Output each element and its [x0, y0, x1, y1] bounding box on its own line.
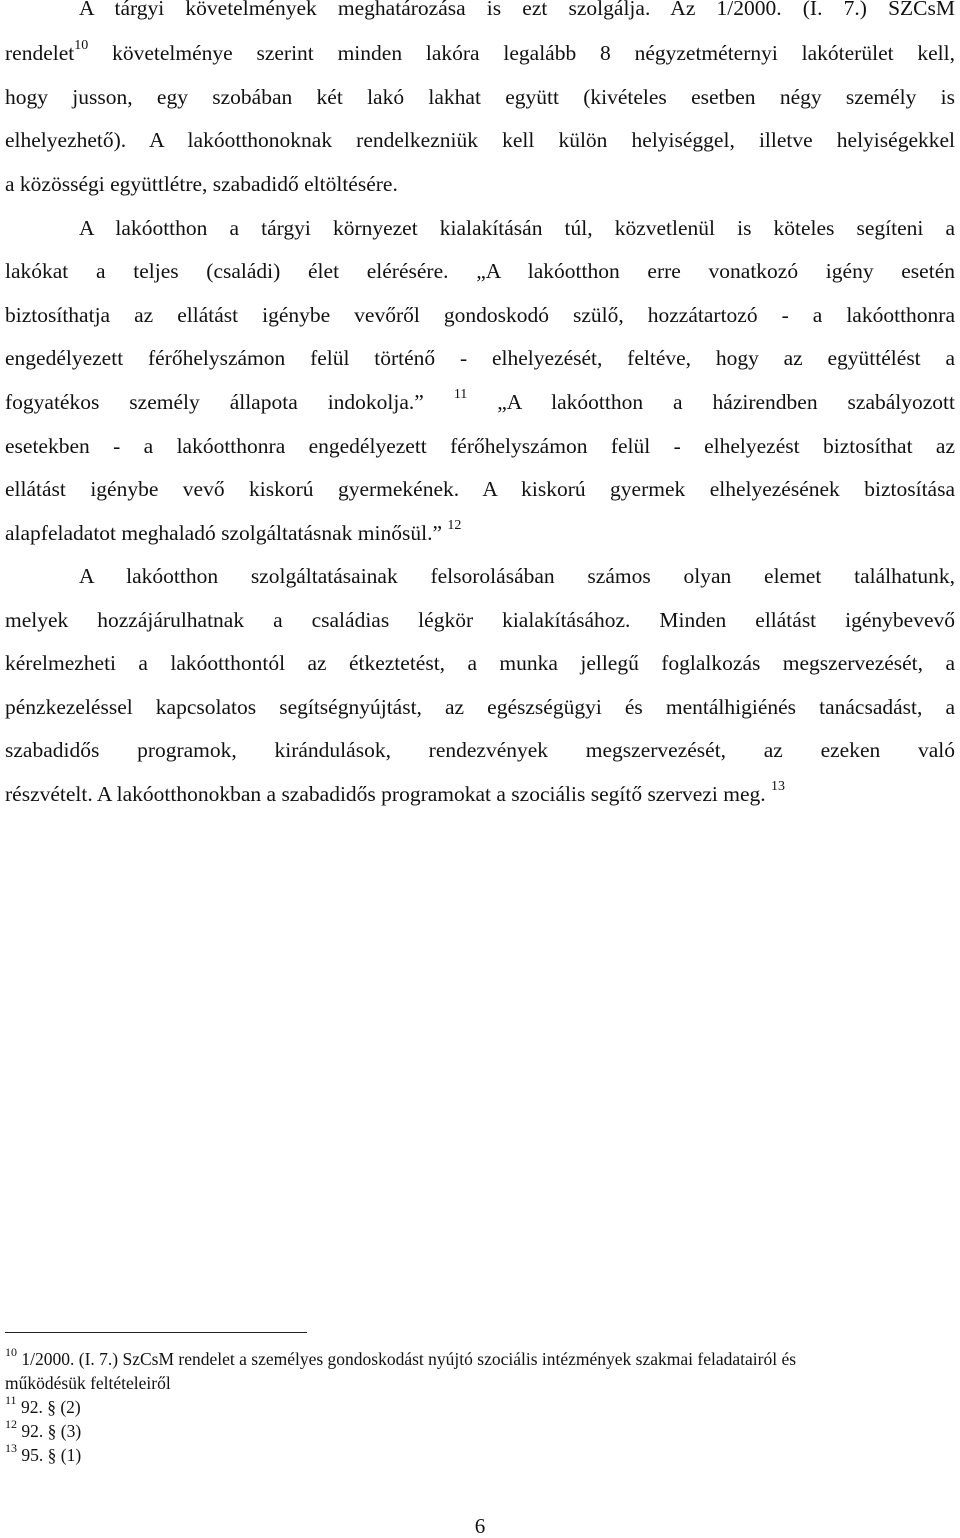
line-text: alapfeladatot meghaladó szolgáltatásnak minősül.”	[5, 521, 443, 545]
paragraph-line: elhelyezhető). A lakóotthonoknak rendelkezniük kell külön helyiséggel, illetve helyiségekkel	[5, 128, 955, 152]
paragraph-line: A tárgyi követelmények meghatározása is ezt szolgálja. Az 1/2000. (I. 7.) SZCsM	[79, 0, 955, 20]
line-text: részvételt. A lakóotthonokban a szabadidős programokat a szociális segítő szervezi meg.	[5, 782, 766, 806]
paragraph-line: kérelmezheti a lakóotthontól az étkeztetést, a munka jellegű foglalkozás megszervezését, a	[5, 651, 955, 675]
footnote-ref[interactable]: 10	[74, 37, 89, 53]
paragraph-line: engedélyezett férőhelyszámon felül történő - elhelyezését, feltéve, hogy az együttélést a	[5, 346, 955, 370]
paragraph-line: szabadidős programok, kirándulások, rendezvények megszervezését, az ezeken való	[5, 738, 955, 762]
footnote-text: 95. § (1)	[21, 1445, 82, 1465]
line-text: rendelet	[5, 41, 75, 65]
footnote-text: 1/2000. (I. 7.) SzCsM rendelet a személyes gondoskodást nyújtó szociális intézmények szakmai feladatairól és	[21, 1349, 797, 1369]
paragraph-line: hogy jusson, egy szobában két lakó lakhat együtt (kivételes esetben négy személy is	[5, 85, 955, 109]
footnote-ref[interactable]: 13	[771, 778, 786, 794]
line-text: követelménye szerint minden lakóra legalább 8 négyzetméternyi lakóterület kell,	[112, 41, 956, 65]
footnote	[5, 1372, 955, 1394]
line-text: fogyatékos személy állapota indokolja.”	[5, 390, 424, 414]
paragraph-line: ellátást igénybe vevő kiskorú gyermekének. A kiskorú gyermek elhelyezésének biztosítása	[5, 477, 955, 501]
line-text: „A lakóotthon a házirendben szabályozott	[497, 390, 956, 414]
footnote-mark: 12	[5, 1417, 17, 1432]
footnote	[5, 1393, 955, 1418]
footnote-separator	[5, 1332, 307, 1333]
footnote	[5, 1441, 955, 1466]
paragraph-line	[5, 778, 955, 807]
paragraph-line	[5, 517, 955, 546]
footnote-ref[interactable]: 12	[447, 517, 462, 533]
footnote-ref[interactable]: 11	[453, 386, 468, 402]
paragraph-line: lakókat a teljes (családi) élet elérésére. „A lakóotthon erre vonatkozó igény esetén	[5, 259, 955, 283]
paragraph-line: pénzkezeléssel kapcsolatos segítségnyújtást, az egészségügyi és mentálhigiénés tanácsadást, a	[5, 695, 955, 719]
page-number: 6	[474, 1514, 486, 1538]
paragraph-line: a közösségi együttlétre, szabadidő eltöltésére.	[5, 172, 398, 196]
paragraph-line: melyek hozzájárulhatnak a családias légkör kialakításához. Minden ellátást igénybevevő	[5, 608, 955, 632]
footnote-text: 92. § (2)	[20, 1397, 81, 1417]
paragraph-line	[5, 386, 956, 415]
paragraph-line: biztosíthatja az ellátást igénybe vevőről gondoskodó szülő, hozzátartozó - a lakóotthonra	[5, 303, 955, 327]
footnote	[5, 1417, 955, 1442]
paragraph-line: A lakóotthon a tárgyi környezet kialakításán túl, közvetlenül is köteles segíteni a	[79, 216, 955, 240]
paragraph-line: A lakóotthon szolgáltatásainak felsorolásában számos olyan elemet találhatunk,	[79, 564, 955, 588]
paragraph-line	[5, 37, 956, 66]
footnote	[5, 1345, 955, 1370]
paragraph-line: esetekben - a lakóotthonra engedélyezett férőhelyszámon felül - elhelyezést biztosíthat az	[5, 434, 955, 458]
footnote-text: 92. § (3)	[21, 1421, 82, 1441]
footnote-mark: 11	[5, 1393, 17, 1408]
footnote-text: működésük feltételeiről	[5, 1373, 171, 1393]
footnote-mark: 10	[5, 1345, 17, 1360]
footnote-mark: 13	[5, 1441, 17, 1456]
